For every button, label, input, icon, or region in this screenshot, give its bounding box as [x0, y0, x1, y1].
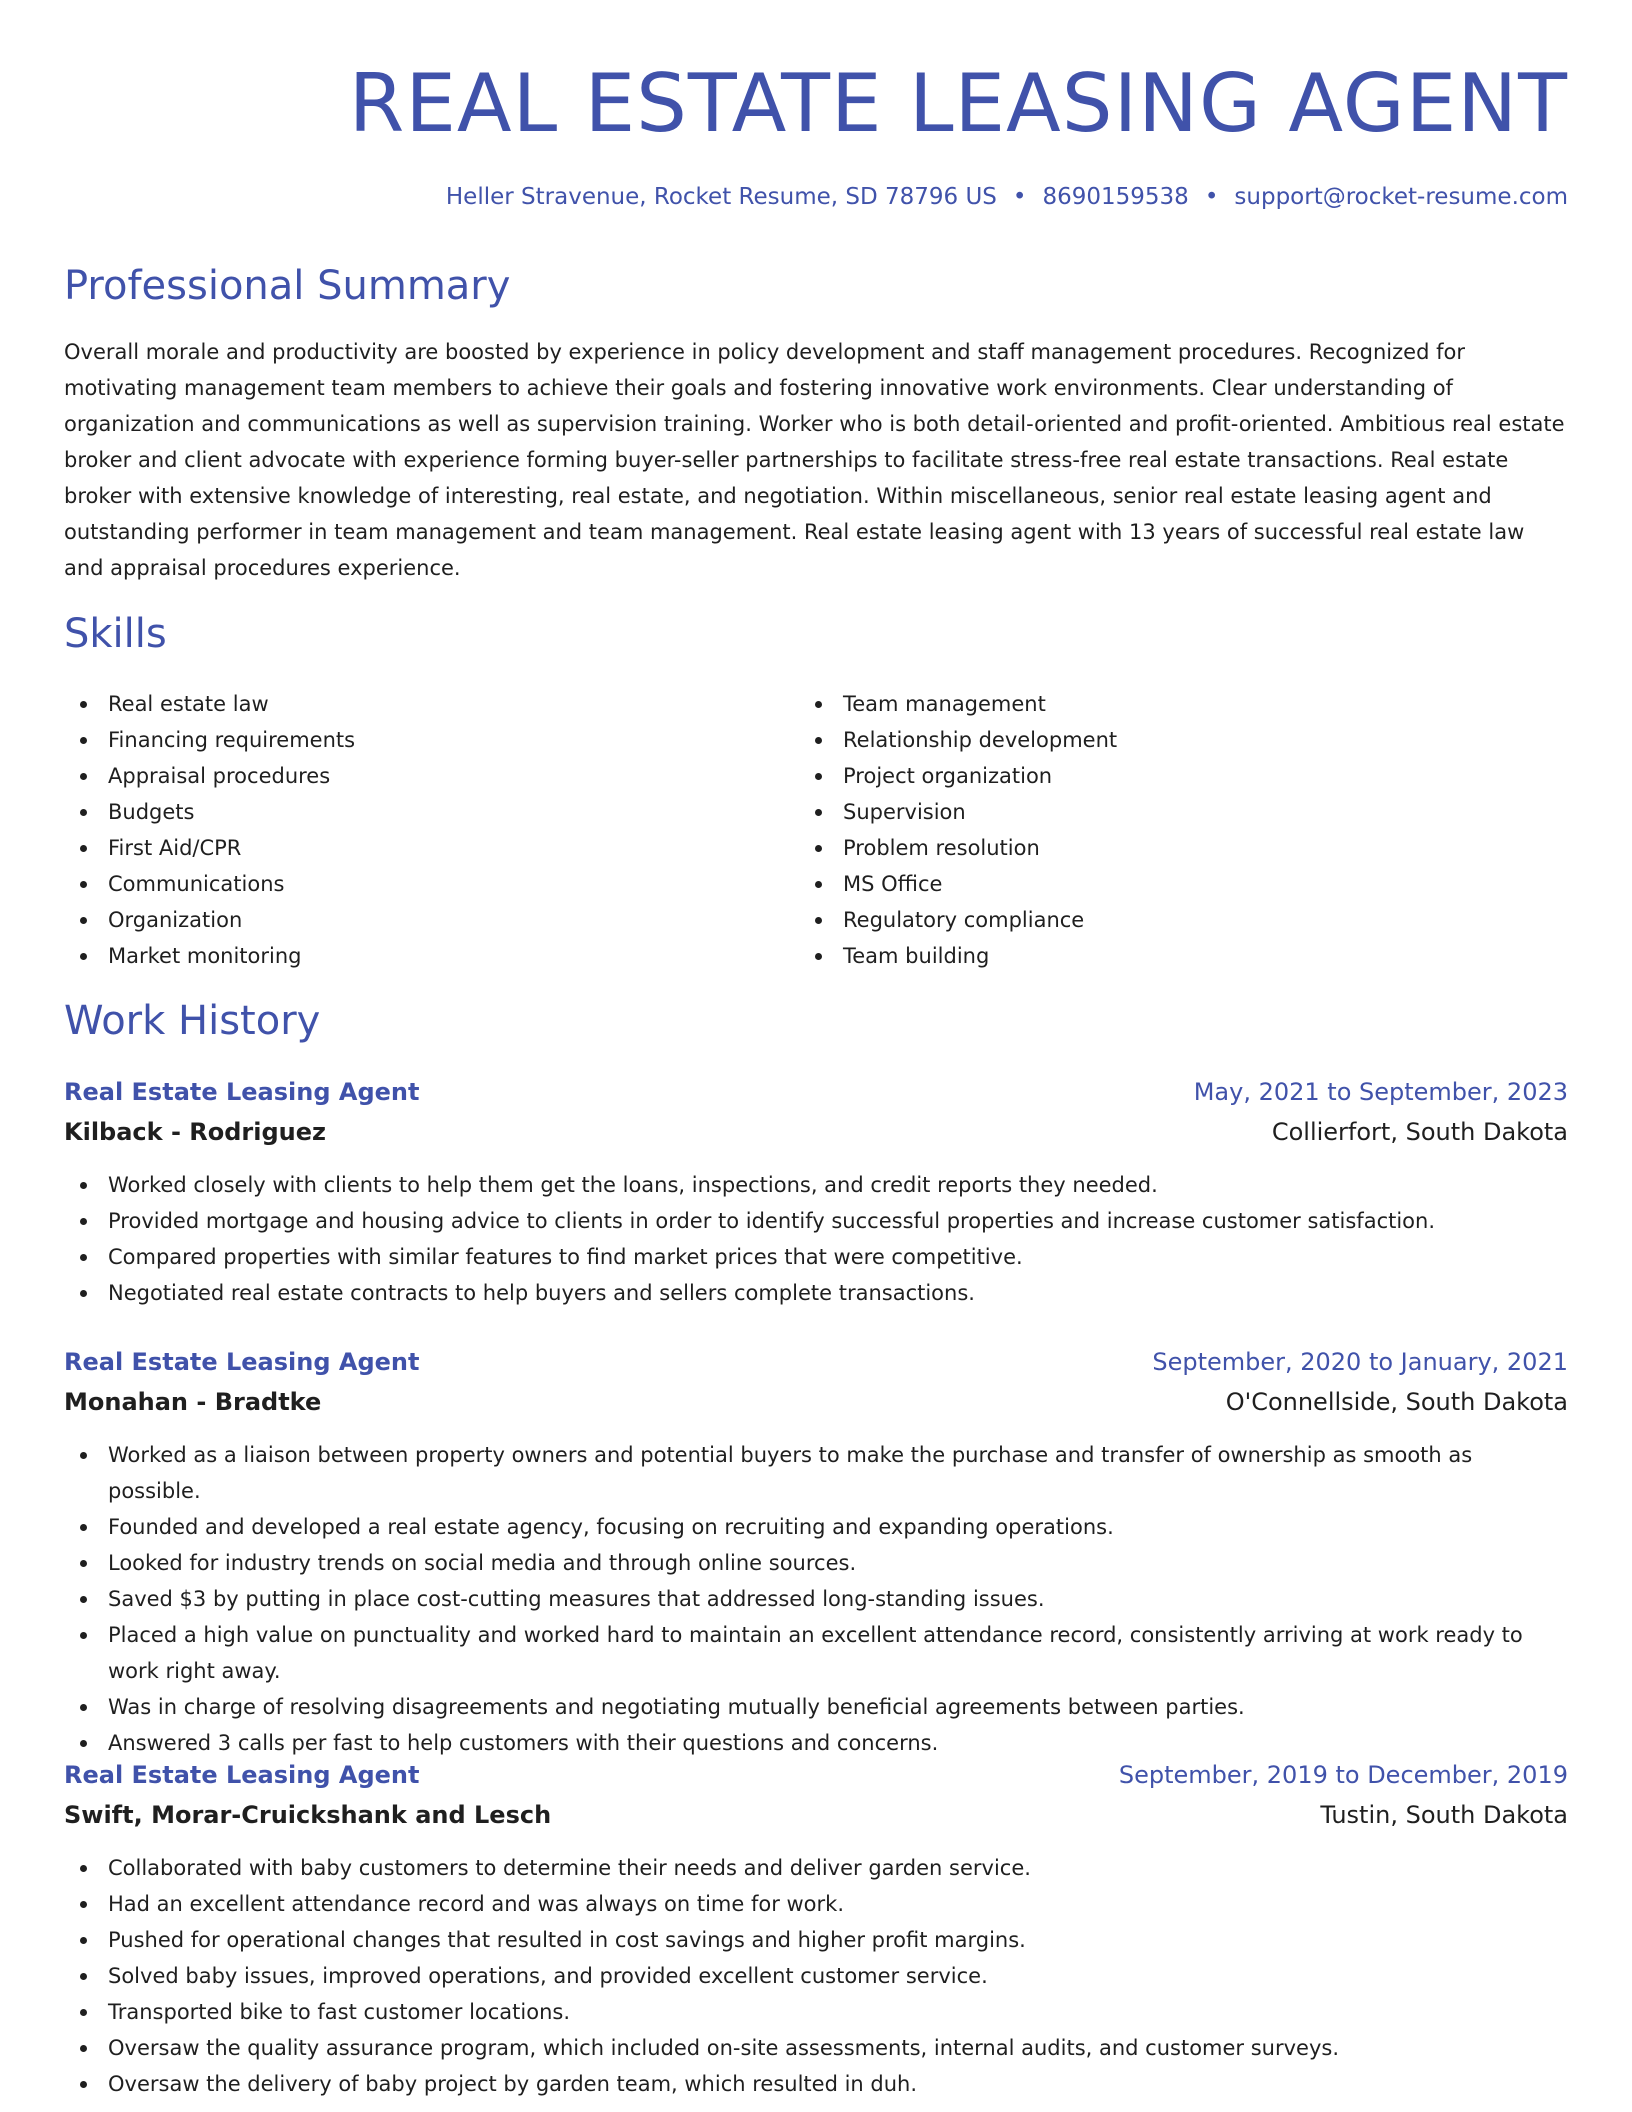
- skill-item: Team building: [799, 938, 1499, 974]
- job-bullet: Looked for industry trends on social media and through online sources.: [64, 1545, 1568, 1581]
- job-bullets: [64, 1850, 1568, 2102]
- summary-heading: Professional Summary: [64, 263, 511, 309]
- skill-item: Relationship development: [799, 722, 1499, 758]
- job-bullets: [64, 1437, 1568, 1761]
- job-bullet: Transported bike to fast customer locations.: [64, 1994, 1568, 2030]
- skills-heading: Skills: [64, 611, 167, 657]
- skill-item: Real estate law: [64, 686, 764, 722]
- resume-title: REAL ESTATE LEASING AGENT: [348, 57, 1568, 150]
- job-company: Kilback - Rodriguez: [64, 1118, 327, 1146]
- contact-separator: •: [1204, 184, 1219, 210]
- job-bullet: Negotiated real estate contracts to help buyers and sellers complete transactions.: [64, 1275, 1568, 1311]
- skill-item: Appraisal procedures: [64, 758, 764, 794]
- skill-item: Organization: [64, 902, 764, 938]
- skill-item: Communications: [64, 866, 764, 902]
- job-bullet: Compared properties with similar features to find market prices that were competitive.: [64, 1239, 1568, 1275]
- job-bullets: [64, 1167, 1568, 1311]
- job-dates: May, 2021 to September, 2023: [1193, 1078, 1568, 1106]
- job-bullet: Oversaw the quality assurance program, which included on-site assessments, internal audits, and customer surveys.: [64, 2030, 1568, 2066]
- job-company: Swift, Morar-Cruickshank and Lesch: [64, 1801, 552, 1829]
- job-location: Collierfort, South Dakota: [1271, 1118, 1568, 1146]
- job-bullet: Provided mortgage and housing advice to clients in order to identify successful properties and increase customer satisfaction.: [64, 1203, 1568, 1239]
- job-location: Tustin, South Dakota: [1320, 1801, 1568, 1829]
- contact-address: Heller Stravenue, Rocket Resume, SD 78796 US: [445, 184, 997, 210]
- skill-item: Problem resolution: [799, 830, 1499, 866]
- work-history-heading: Work History: [64, 998, 321, 1044]
- job-dates: September, 2020 to January, 2021: [1152, 1348, 1568, 1376]
- job-bullet: Collaborated with baby customers to determine their needs and deliver garden service.: [64, 1850, 1568, 1886]
- skill-item: Supervision: [799, 794, 1499, 830]
- skill-item: Market monitoring: [64, 938, 764, 974]
- skill-item: Budgets: [64, 794, 764, 830]
- skill-item: Project organization: [799, 758, 1499, 794]
- job-title: Real Estate Leasing Agent: [64, 1348, 420, 1376]
- job-bullet: Worked closely with clients to help them get the loans, inspections, and credit reports they needed.: [64, 1167, 1568, 1203]
- contact-separator: •: [1012, 184, 1027, 210]
- skill-item: Financing requirements: [64, 722, 764, 758]
- job-bullet: Was in charge of resolving disagreements and negotiating mutually beneficial agreements between parties.: [64, 1689, 1568, 1725]
- job-bullet: Worked as a liaison between property owners and potential buyers to make the purchase and transfer of ownership as smooth as possible.: [64, 1437, 1568, 1509]
- contact-email: support@rocket-resume.com: [1234, 184, 1568, 210]
- job-entry: [64, 1757, 1568, 2102]
- skills-list-left: [64, 686, 764, 974]
- job-bullet: Saved $3 by putting in place cost-cutting measures that addressed long-standing issues.: [64, 1581, 1568, 1617]
- job-dates: September, 2019 to December, 2019: [1118, 1761, 1568, 1789]
- job-bullet: Answered 3 calls per fast to help customers with their questions and concerns.: [64, 1725, 1568, 1761]
- job-bullet: Placed a high value on punctuality and worked hard to maintain an excellent attendance record, consistently arriving at work ready to work right away.: [64, 1617, 1568, 1689]
- skill-item: MS Office: [799, 866, 1499, 902]
- contact-line: [446, 181, 1568, 213]
- job-title: Real Estate Leasing Agent: [64, 1761, 420, 1789]
- job-bullet: Founded and developed a real estate agency, focusing on recruiting and expanding operations.: [64, 1509, 1568, 1545]
- skills-list-right: [799, 686, 1499, 974]
- job-bullet: Had an excellent attendance record and was always on time for work.: [64, 1886, 1568, 1922]
- job-location: O'Connellside, South Dakota: [1225, 1388, 1568, 1416]
- job-entry: [64, 1074, 1568, 1311]
- summary-text: Overall morale and productivity are boosted by experience in policy development and staff management procedures. Recognized for motivating management team members to achieve their goals and fostering innovative work environments. Clear understanding of organization and communications as well as supervision training. Worker who is both detail-oriented and profit-oriented. Ambitious real estate broker and client advocate with experience forming buyer-seller partnerships to facilitate stress-free real estate transactions. Real estate broker with extensive knowledge of interesting, real estate, and negotiation. Within miscellaneous, senior real estate leasing agent and outstanding performer in team management and team management. Real estate leasing agent with 13 years of successful real estate law and appraisal procedures experience.: [64, 340, 1565, 580]
- skill-item: First Aid/CPR: [64, 830, 764, 866]
- job-company: Monahan - Bradtke: [64, 1388, 322, 1416]
- job-title: Real Estate Leasing Agent: [64, 1078, 420, 1106]
- contact-phone: 8690159538: [1042, 184, 1189, 210]
- skill-item: Team management: [799, 686, 1499, 722]
- skill-item: Regulatory compliance: [799, 902, 1499, 938]
- job-bullet: Oversaw the delivery of baby project by garden team, which resulted in duh.: [64, 2066, 1568, 2102]
- job-bullet: Pushed for operational changes that resulted in cost savings and higher profit margins.: [64, 1922, 1568, 1958]
- job-bullet: Solved baby issues, improved operations, and provided excellent customer service.: [64, 1958, 1568, 1994]
- job-entry: [64, 1344, 1568, 1761]
